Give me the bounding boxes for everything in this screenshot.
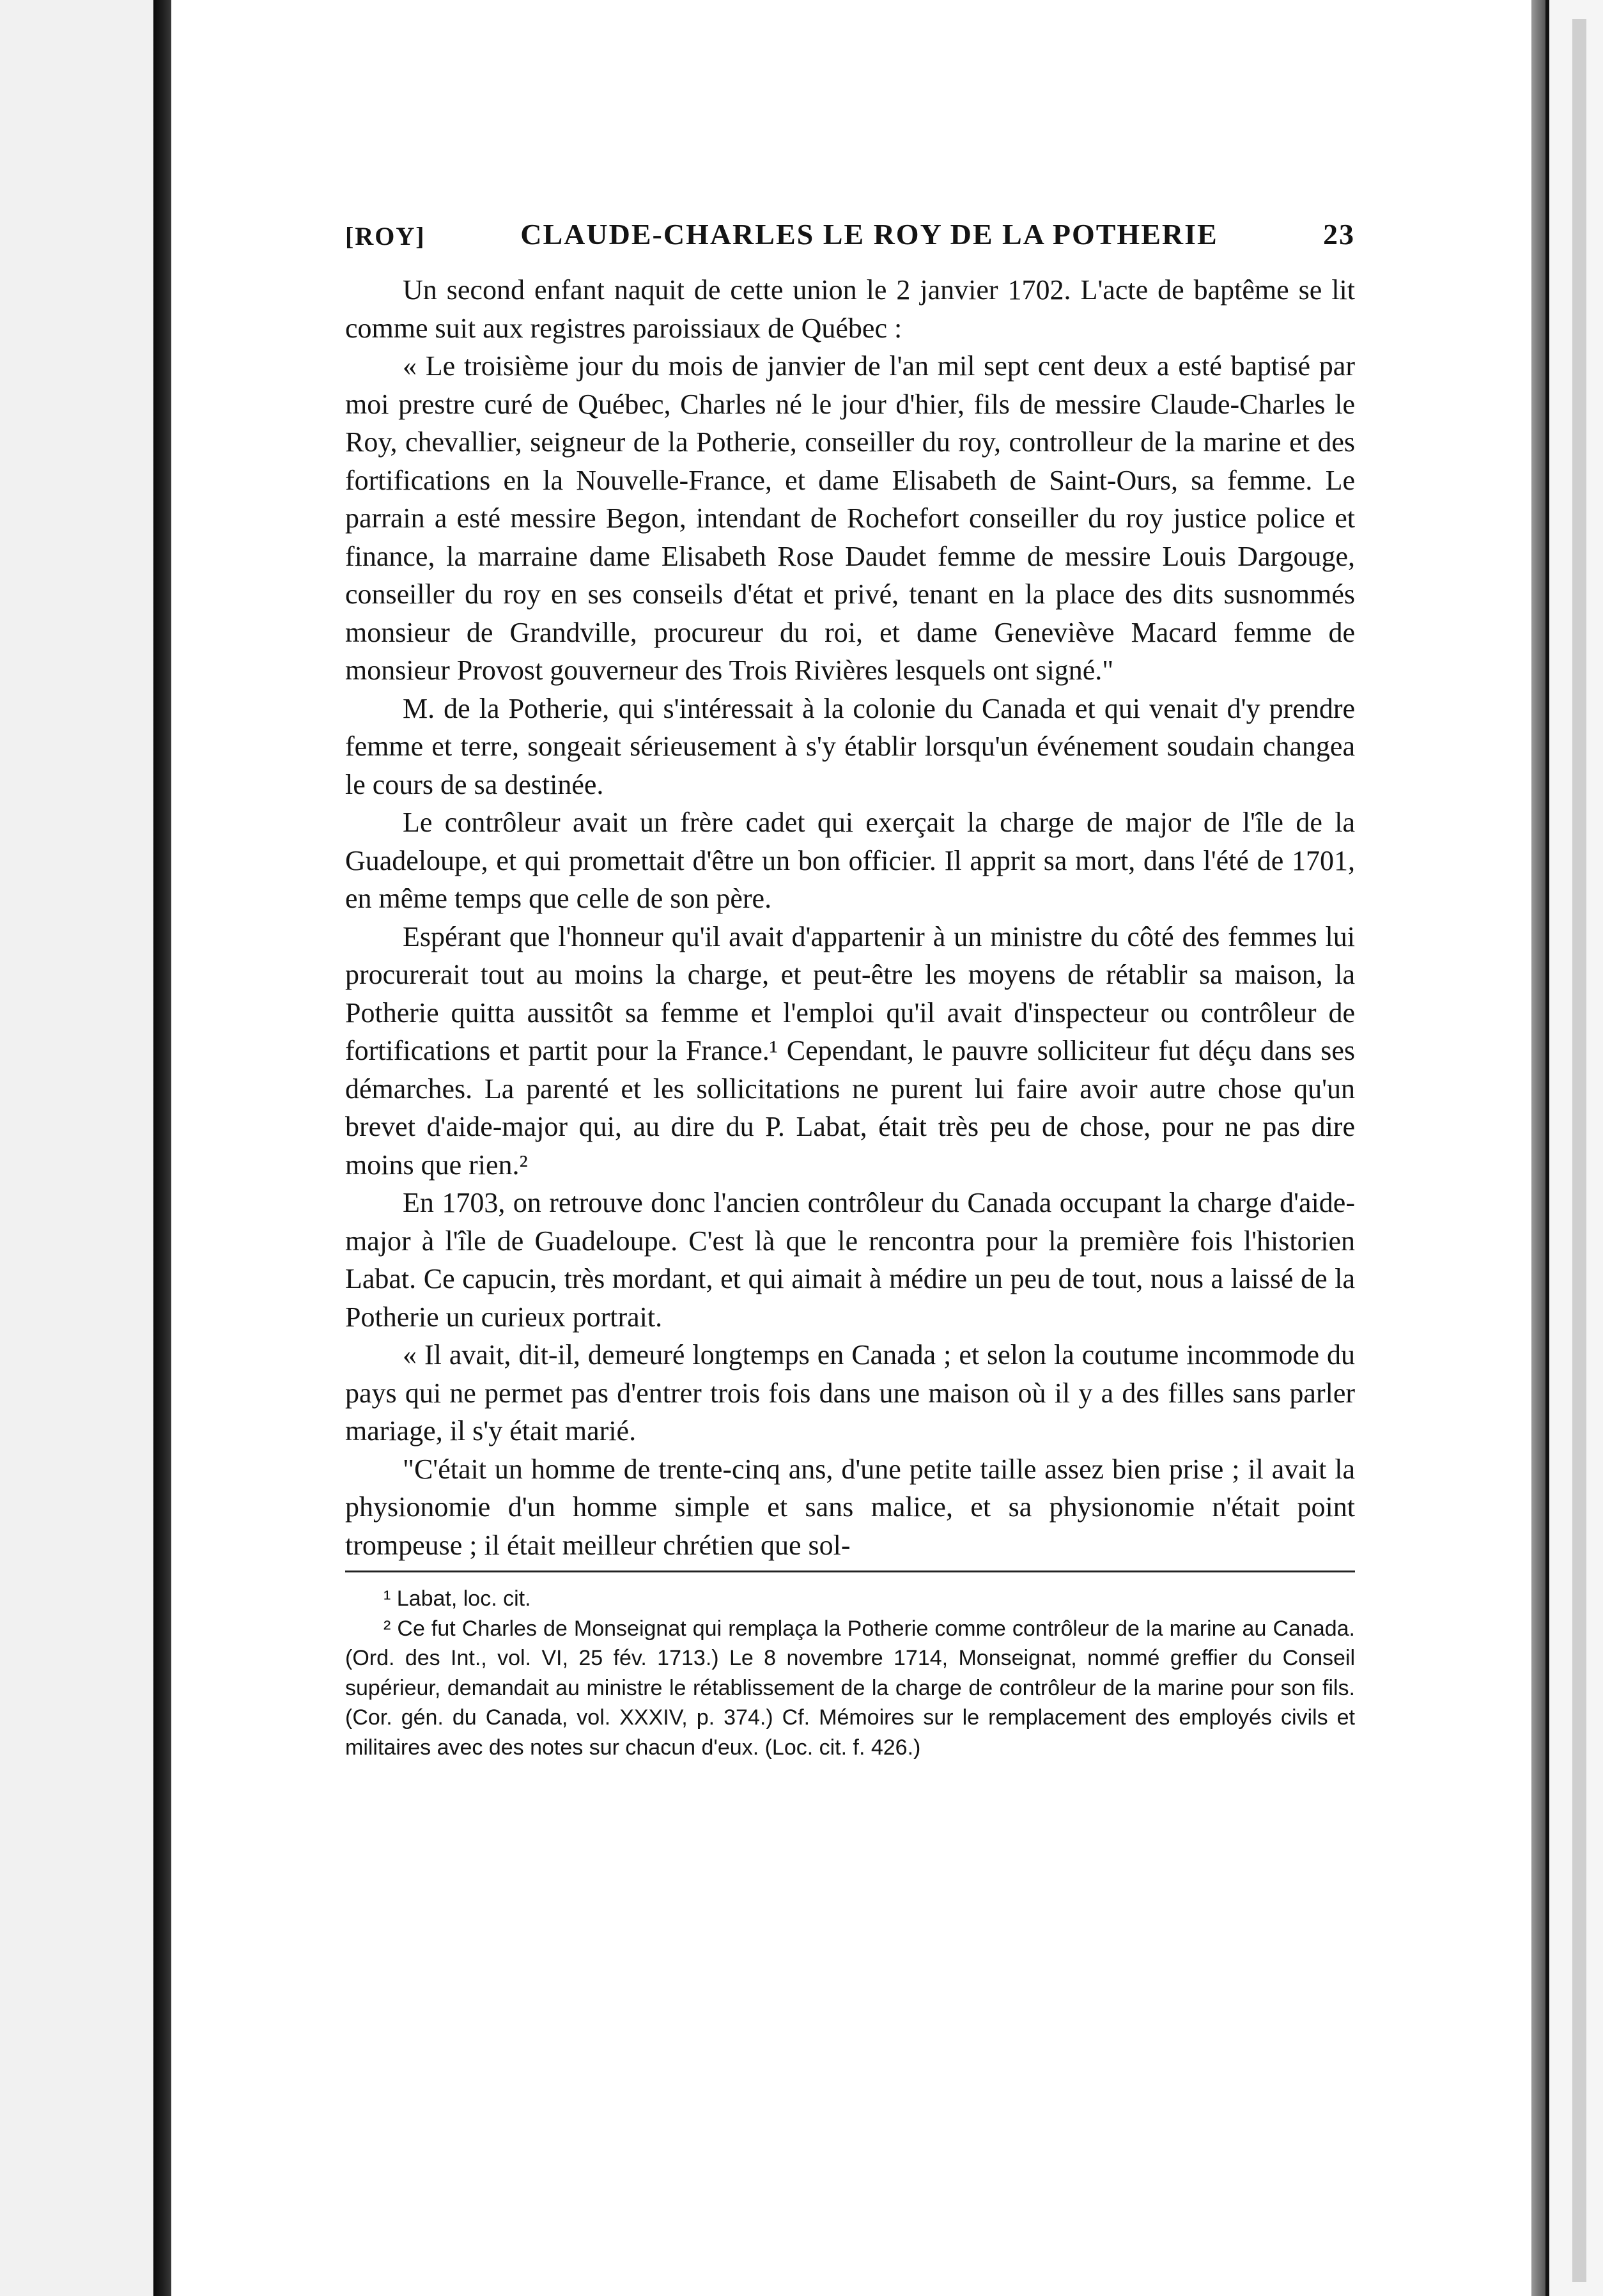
text-block (345, 217, 1355, 1762)
paragraph: Espérant que l'honneur qu'il avait d'appartenir à un ministre du côté des femmes lui procurerait tout au moins la charge, et peut-être les moyens de rétablir sa maison, la Potherie quitta aussitôt sa femme et l'emploi qu'il avait d'inspecteur ou contrôleur de fortifications et partit pour la France.¹ Cependant, le pauvre solliciteur fut déçu dans ses démarches. La parenté et les sollicitations ne purent lui faire avoir autre chose qu'un brevet d'aide-major qui, au dire du P. Labat, était très peu de chose, pour ne pas dire moins que rien.² (345, 920, 1355, 1181)
running-head-section: [ROY] (345, 222, 426, 251)
footnotes (345, 1584, 1355, 1762)
facing-page-edge (0, 0, 153, 2296)
paragraph: "C'était un homme de trente-cinq ans, d'une petite taille assez bien prise ; il avait la physionomie d'un homme simple et sans malice, et sa physionomie n'était point trompeuse ; il était meilleur chrétien que sol- (345, 1453, 1355, 1561)
running-head (345, 217, 1355, 262)
paragraph: Le contrôleur avait un frère cadet qui exerçait la charge de major de l'île de la Guadeloupe, et qui promettait d'être un bon officier. Il apprit sa mort, dans l'été de 1701, en même temps que celle de son père. (345, 807, 1355, 914)
book-gutter (153, 0, 171, 2296)
footnote: ² Ce fut Charles de Monseignat qui remplaça la Potherie comme contrôleur de la marine au Canada. (Ord. des Int., vol. VI, 25 fév. 1713.) Le 8 novembre 1714, Monseignat, nommé greffier du Conseil supérieur, demandait au ministre le rétablissement de la charge de contrôleur de la marine pour son fils. (Cor. gén. du Canada, vol. XXXIV, p. 374.) Cf. Mémoires sur le remplacement des employés civils et militaires avec des notes sur chacun d'eux. (Loc. cit. f. 426.) (345, 1616, 1355, 1760)
page-edge-shadow (1531, 0, 1545, 2296)
scan-border-strip (1572, 19, 1586, 2282)
page-number: 23 (1323, 218, 1355, 251)
paragraph: « Il avait, dit-il, demeuré longtemps en Canada ; et selon la coutume incommode du pays qui ne permet pas d'entrer trois fois dans une maison où il y a des filles sans parler mariage, il s'y était marié. (345, 1339, 1355, 1447)
paragraph: M. de la Potherie, qui s'intéressait à la colonie du Canada et qui venait d'y prendre femme et terre, songeait sérieusement à s'y établir lorsqu'un événement soudain changea le cours de sa destinée. (345, 692, 1355, 800)
paragraph: « Le troisième jour du mois de janvier de l'an mil sept cent deux a esté baptisé par moi prestre curé de Québec, Charles né le jour d'hier, fils de messire Claude-Charles le Roy, chevallier, seigneur de la Potherie, conseiller du roy, controlleur de la marine et des fortifications en la Nouvelle-France, et dame Elisabeth de Saint-Ours, sa femme. Le parrain a esté messire Begon, intendant de Rochefort conseiller du roy justice police et finance, la marraine dame Elisabeth Rose Daudet femme de messire Louis Dargouge, conseiller du roy en ses conseils d'état et privé, tenant en la place des dits susnommés monsieur de Grandville, procureur du roi, et dame Geneviève Macard femme de monsieur Provost gouverneur des Trois Rivières lesquels ont signé." (345, 350, 1355, 686)
paragraph: Un second enfant naquit de cette union le 2 janvier 1702. L'acte de baptême se lit comme suit aux registres paroissiaux de Québec : (345, 274, 1355, 344)
footnote-divider (345, 1571, 1355, 1572)
running-head-title: CLAUDE-CHARLES LE ROY DE LA POTHERIE (520, 218, 1218, 251)
paragraph: En 1703, on retrouve donc l'ancien contrôleur du Canada occupant la charge d'aide-major à l'île de Guadeloupe. C'est là que le rencontra pour la première fois l'historien Labat. Ce capucin, très mordant, et qui aimait à médire un peu de tout, nous a laissé de la Potherie un curieux portrait. (345, 1187, 1355, 1333)
footnote: ¹ Labat, loc. cit. (383, 1586, 531, 1611)
